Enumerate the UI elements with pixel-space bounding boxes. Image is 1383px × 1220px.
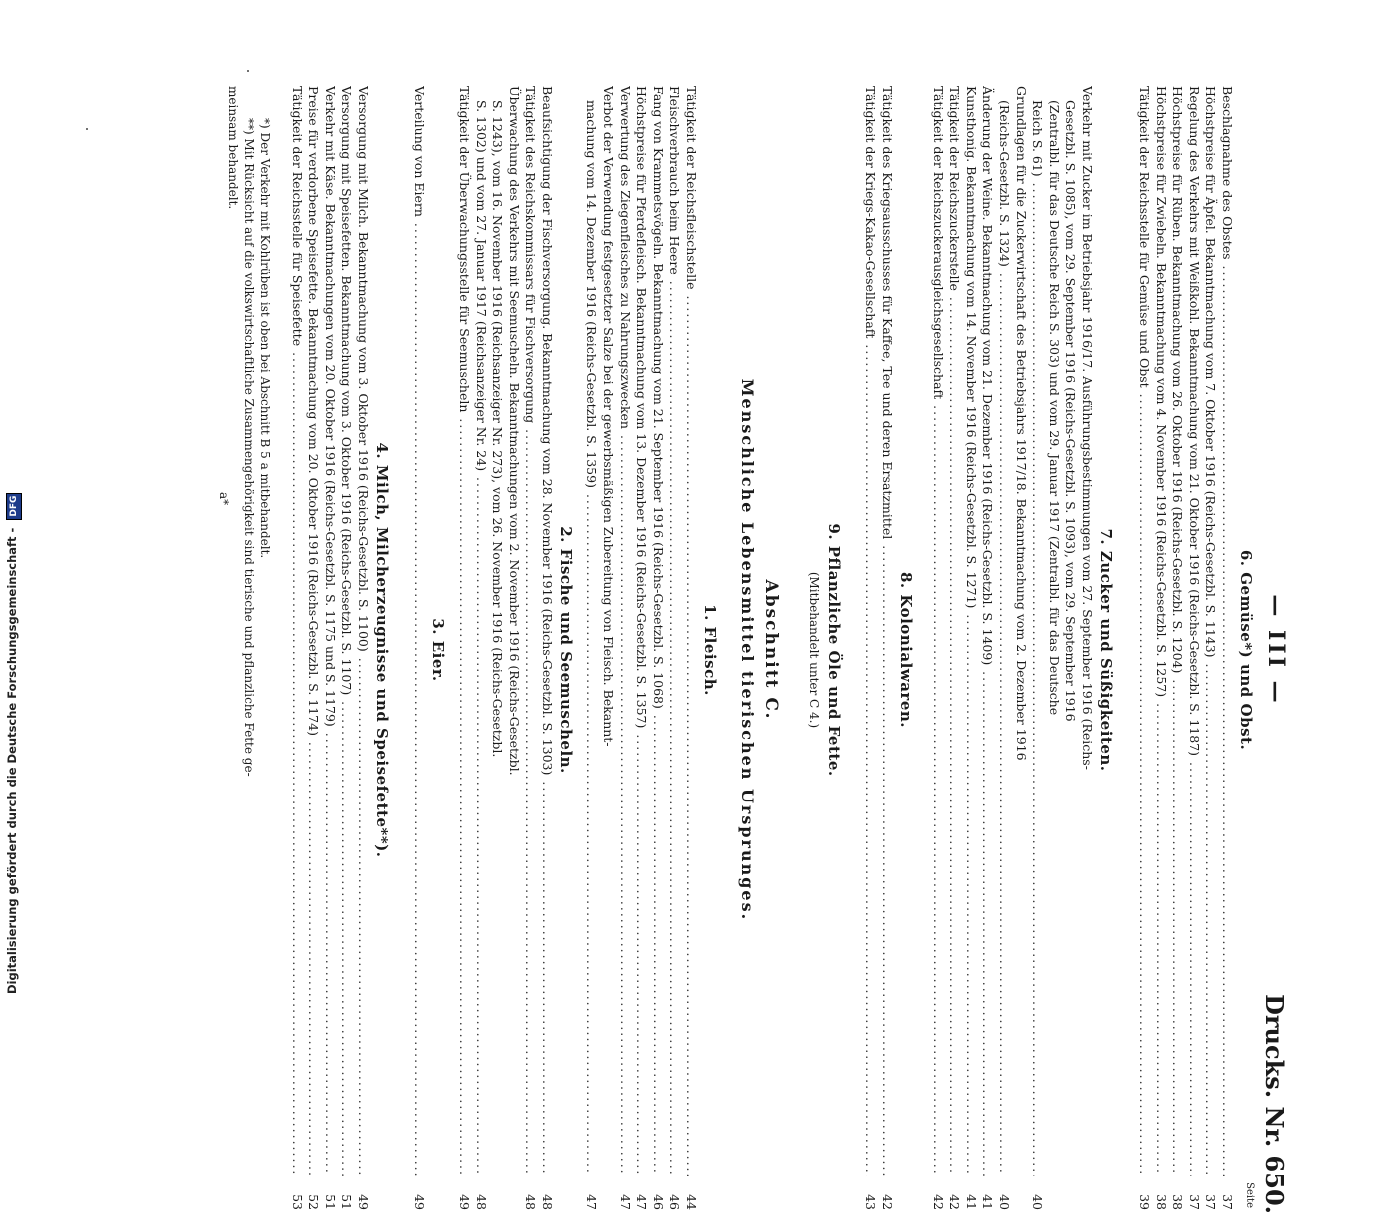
toc-entry <box>946 86 963 1214</box>
section-title: 7. Zucker und Süßigkeiten. <box>1097 528 1115 772</box>
toc-entry-text: (Zentralbl. für das Deutsche Reich S. 303) und vom 29. Januar 1917 (Zentralbl. für das Deutsche <box>1046 100 1062 716</box>
toc-entry <box>538 86 555 1214</box>
toc-entry <box>410 86 427 1214</box>
toc-entry-page <box>505 1176 522 1214</box>
toc-entry-page: 42 <box>930 1194 946 1210</box>
toc-entry-text: Fleischverbrauch beim Heere ..... <box>666 86 683 1176</box>
toc-entry-page: 42 <box>880 1194 895 1210</box>
toc-entry-text: S. 1302) und vom 27. Januar 1917 (Reichsanzeiger Nr. 24) ..... <box>472 86 489 1176</box>
toc-entry <box>979 86 996 1214</box>
toc-entry-page: 47 <box>634 1194 650 1210</box>
toc-entry-page <box>1078 1176 1095 1214</box>
section-zucker <box>929 86 1117 1214</box>
toc-entry-text: Tätigkeit der Kriegs-Kakao-Gesellschaft ..... <box>862 86 879 1176</box>
toc-entry-text: Beaufsichtigung der Fischversorgung. Bekanntmachung vom 28. November 1916 (Reichs-Gesetzbl. S. 1303) ..... <box>538 86 555 1176</box>
toc-entry-text: machung vom 14. Dezember 1916 (Reichs-Gesetzbl. S. 1359) ..... <box>583 86 600 1176</box>
toc-entry <box>455 86 472 1214</box>
toc-entry <box>354 86 371 1214</box>
toc-entry-text: Höchstpreise für Rüben. Bekanntmachung vom 26. Oktober 1916 (Reichs-Gesetzbl. S. 1204) ..... <box>1169 86 1186 1176</box>
toc-entry-page: 37 <box>1220 1194 1235 1210</box>
toc-entry-text: Überwachung des Verkehrs mit Seemuscheln. Bekanntmachungen vom 2. November 1916 (Reichs-Gesetzbl. <box>506 86 522 776</box>
toc-entry-text: Änderung der Weine. Bekanntmachung vom 21. Dezember 1916 (Reichs-Gesetzbl. S. 1409) ..... <box>979 86 996 1176</box>
toc-entry <box>878 86 895 1214</box>
toc-entry-text: Grundlagen für die Zuckerwirtschaft des Betriebsjahrs 1917/18. Bekanntmachung vom 2. Dezember 1916 <box>1013 86 1029 761</box>
toc-entry-text: Tätigkeit der Reichsstelle für Speisefette ..... <box>288 86 305 1176</box>
footnote: meinsam behandelt. <box>226 86 240 210</box>
toc-entry <box>288 86 305 1214</box>
toc-entry <box>649 86 666 1214</box>
entry-list <box>583 86 699 1214</box>
toc-entry <box>1062 86 1079 1214</box>
toc-entry-text: Kunsthonig. Bekanntmachung vom 14. November 1916 (Reichs-Gesetzbl. S. 1271) ..... <box>962 86 979 1176</box>
toc-entry <box>1135 86 1152 1214</box>
section-oele <box>805 86 845 1214</box>
toc-entry-text: Höchstpreise für Pferdefleisch. Bekanntmachung vom 13. Dezember 1916 (Reichs-Gesetzbl. S. 1357) ..... <box>633 86 650 1176</box>
toc-entry-text: Versorgung mit Speisefetten. Bekanntmachung vom 3. Oktober 1916 (Reichs-Gesetzbl. S. 1107) ..... <box>338 86 355 1176</box>
toc-entry-text: Reich S. 61) ..... <box>1029 86 1046 1176</box>
toc-entry <box>321 86 338 1214</box>
toc-entry <box>1029 86 1046 1214</box>
toc-entry-page: 41 <box>980 1194 996 1210</box>
toc-entry-page: 38 <box>1153 1194 1169 1210</box>
toc-entry <box>995 86 1012 1214</box>
footnotes <box>225 86 273 1214</box>
toc-entry-text: Verkehr mit Zucker im Betriebsjahr 1916/17. Ausführungsbestimmungen vom 27. September 1916 (Reichs- <box>1080 86 1095 770</box>
entry-list <box>455 86 555 1214</box>
toc-entry-text: S. 1243), vom 16. November 1916 (Reichsanzeiger Nr. 273), vom 26. November 1916 (Reichs-Gesetzbl. <box>490 100 506 758</box>
toc-entry-page: 46 <box>650 1194 666 1210</box>
toc-entry <box>505 86 522 1214</box>
entry-list <box>410 86 427 1214</box>
credit-text: Digitalisierung gefördert durch die Deutsche Forschungsgemeinschaft - <box>5 527 19 994</box>
toc-entry <box>1152 86 1169 1214</box>
toc-entry <box>583 86 600 1214</box>
toc-entry-page: 53 <box>289 1194 305 1210</box>
entry-list <box>1135 86 1235 1214</box>
page-header <box>1257 86 1289 1214</box>
toc-entry-text: Verbot der Verwendung festgesetzter Salze bei der gewerbsmäßigen Zubereitung von Fleisch. Bekannt- <box>601 86 617 747</box>
toc-entry-text: Tätigkeit der Reichszuckerstelle ..... <box>946 86 963 1176</box>
toc-entry-text: Gesetzbl. S. 1085), vom 29. September 1916 (Reichs-Gesetzbl. S. 1093), vom 29. September 1916 <box>1063 100 1079 722</box>
toc-entry <box>962 86 979 1214</box>
toc-entry-page <box>1045 1176 1062 1214</box>
toc-entry <box>682 86 699 1214</box>
section-title: 3. Eier. <box>429 618 447 682</box>
section-title: 2. Fische und Seemuscheln. <box>557 526 575 774</box>
section-title: 1. Fleisch. <box>701 604 719 696</box>
signature-mark: a* <box>217 492 231 506</box>
toc-entry-page: 40 <box>1030 1194 1046 1210</box>
section-title: 4. Milch, Milcherzeugnisse und Speisefette**). <box>373 442 391 858</box>
toc-entry-page: 42 <box>947 1194 963 1210</box>
section-title: 8. Kolonialwaren. <box>897 571 915 729</box>
footnote: *) Der Verkehr mit Kohlrüben ist oben bei Abschnitt B 5 a mitbehandelt. <box>258 118 272 559</box>
toc-entry-text: Tätigkeit der Überwachungsstelle für Seemuscheln ..... <box>455 86 472 1176</box>
toc-entry <box>1012 86 1029 1214</box>
toc-entry-page: 40 <box>997 1194 1013 1210</box>
toc-entry-text: Beschlagnahme des Obstes ..... <box>1218 86 1235 1176</box>
toc-entry <box>1185 86 1202 1214</box>
section-milch <box>288 86 393 1214</box>
toc-entry <box>522 86 539 1214</box>
abschnitt-c <box>735 86 783 1214</box>
toc-entry-text: (Reichs-Gesetzbl. S. 1324) ..... <box>995 86 1012 1176</box>
toc-entry <box>616 86 633 1214</box>
toc-entry-text: Höchstpreise für Äpfel. Bekanntmachung vom 7. Oktober 1916 (Reichs-Gesetzbl. S. 1143) ..... <box>1202 86 1219 1176</box>
toc-entry <box>599 86 616 1214</box>
toc-entry-text: Verwertung des Ziegenfleisches zu Nahrungszwecken ..... <box>616 86 633 1176</box>
toc-entry-page <box>599 1176 616 1214</box>
toc-entry-page: 47 <box>617 1194 633 1210</box>
document-page <box>217 86 1295 1220</box>
toc-entry <box>1078 86 1095 1214</box>
toc-entry-page: 49 <box>457 1194 473 1210</box>
section-eier <box>410 86 449 1214</box>
toc-entry-page: 48 <box>523 1194 539 1210</box>
toc-entry-page: 52 <box>306 1194 322 1210</box>
toc-entry-text: Tätigkeit des Kriegsausschusses für Kaffee, Tee und deren Ersatzmittel ..... <box>878 86 895 1176</box>
entry-list <box>862 86 895 1214</box>
toc-entry <box>338 86 355 1214</box>
section-fleisch <box>583 86 721 1214</box>
toc-entry-page: 37 <box>1203 1194 1219 1210</box>
toc-entry-text: Preise für verdorbene Speisefette. Bekanntmachung vom 20. Oktober 1916 (Reichs-Gesetzbl. S. 1174) ..... <box>305 86 322 1176</box>
scan-speck <box>86 128 88 130</box>
toc-entry-page: 41 <box>963 1194 979 1210</box>
scan-speck <box>247 70 249 72</box>
toc-entry-page: 51 <box>339 1194 355 1210</box>
dfg-logo-icon: DFG <box>6 493 22 520</box>
toc-entry <box>1218 86 1235 1214</box>
drucksache-number: Drucks. Nr. 650. <box>1260 994 1289 1214</box>
toc-entry-text: Regelung des Verkehrs mit Weißkohl. Bekanntmachung vom 21. Oktober 1916 (Reichs-Gesetzbl. S. 1187) ..... <box>1185 86 1202 1176</box>
toc-entry-text: Tätigkeit der Reichsfleischstelle ..... <box>682 86 699 1176</box>
toc-entry-page: 37 <box>1186 1194 1202 1210</box>
section-gemuese <box>1135 86 1257 1214</box>
section-title: 6. Gemüse*) und Obst. <box>1237 549 1255 751</box>
toc-entry-page: 44 <box>684 1194 699 1210</box>
toc-entry <box>1169 86 1186 1214</box>
toc-entry <box>929 86 946 1214</box>
toc-entry <box>472 86 489 1214</box>
toc-entry-page: 46 <box>667 1194 683 1210</box>
toc-entry-page: 49 <box>412 1194 427 1210</box>
entry-list <box>288 86 371 1214</box>
seite-label: Seite <box>1244 1182 1255 1208</box>
entry-list <box>929 86 1095 1214</box>
toc-entry-text: Tätigkeit des Reichskommissars für Fischversorgung ..... <box>522 86 539 1176</box>
sheet <box>215 86 1295 1214</box>
toc-entry-page <box>489 1176 506 1214</box>
toc-entry <box>666 86 683 1214</box>
toc-entry <box>862 86 879 1214</box>
toc-entry-page: 48 <box>473 1194 489 1210</box>
section-kolonialwaren <box>862 86 917 1214</box>
toc-entry-text: Tätigkeit der Reichsstelle für Gemüse und Obst ..... <box>1135 86 1152 1176</box>
section-subtitle: (Mitbehandelt unter C 4.) <box>807 571 821 729</box>
toc-entry <box>305 86 322 1214</box>
toc-entry-text: Verteilung von Eiern ..... <box>410 86 427 1176</box>
page-number-roman: — III — <box>1263 594 1289 706</box>
toc-entry-page: 38 <box>1170 1194 1186 1210</box>
toc-entry-page: 51 <box>322 1194 338 1210</box>
footnote: **) Mit Rücksicht auf die volkswirtschaftliche Zusammengehörigkeit sind tierische und pflanzliche Fette ge- <box>242 118 256 777</box>
toc-entry-page: 49 <box>356 1194 371 1210</box>
toc-entry <box>1045 86 1062 1214</box>
abschnitt-subtitle: Menschliche Lebensmittel tierischen Ursprunges. <box>738 378 757 922</box>
toc-entry-text: Versorgung mit Milch. Bekanntmachung vom 3. Oktober 1916 (Reichs-Gesetzbl. S. 1100) ..... <box>354 86 371 1176</box>
section-fische <box>455 86 577 1214</box>
toc-entry <box>1202 86 1219 1214</box>
toc-entry-page <box>1012 1176 1029 1214</box>
digitization-credit <box>2 495 22 994</box>
toc-entry-text: Höchstpreise für Zwiebeln. Bekanntmachung vom 4. November 1916 (Reichs-Gesetzbl. S. 1257) ..... <box>1152 86 1169 1176</box>
toc-entry <box>489 86 506 1214</box>
section-title: 9. Pflanzliche Öle und Fette. <box>825 523 843 777</box>
toc-entry-text: Verkehr mit Käse. Bekanntmachungen vom 20. Oktober 1916 (Reichs-Gesetzbl. S. 1175 und S. 1179) ..... <box>321 86 338 1176</box>
abschnitt-title: Abschnitt C. <box>761 579 781 721</box>
toc-entry-page: 47 <box>584 1194 600 1210</box>
toc-entry-page: 43 <box>863 1194 879 1210</box>
toc-entry-text: Tätigkeit der Reichszuckerausgleichsgesellschaft ..... <box>929 86 946 1176</box>
toc-entry-page: 48 <box>540 1194 555 1210</box>
toc-entry <box>633 86 650 1214</box>
toc-entry-text: Fang von Krammetsvögeln. Bekanntmachung vom 21. September 1916 (Reichs-Gesetzbl. S. 1068) ..... <box>649 86 666 1176</box>
toc-entry-page <box>1062 1176 1079 1214</box>
toc-entry-page: 39 <box>1137 1194 1153 1210</box>
